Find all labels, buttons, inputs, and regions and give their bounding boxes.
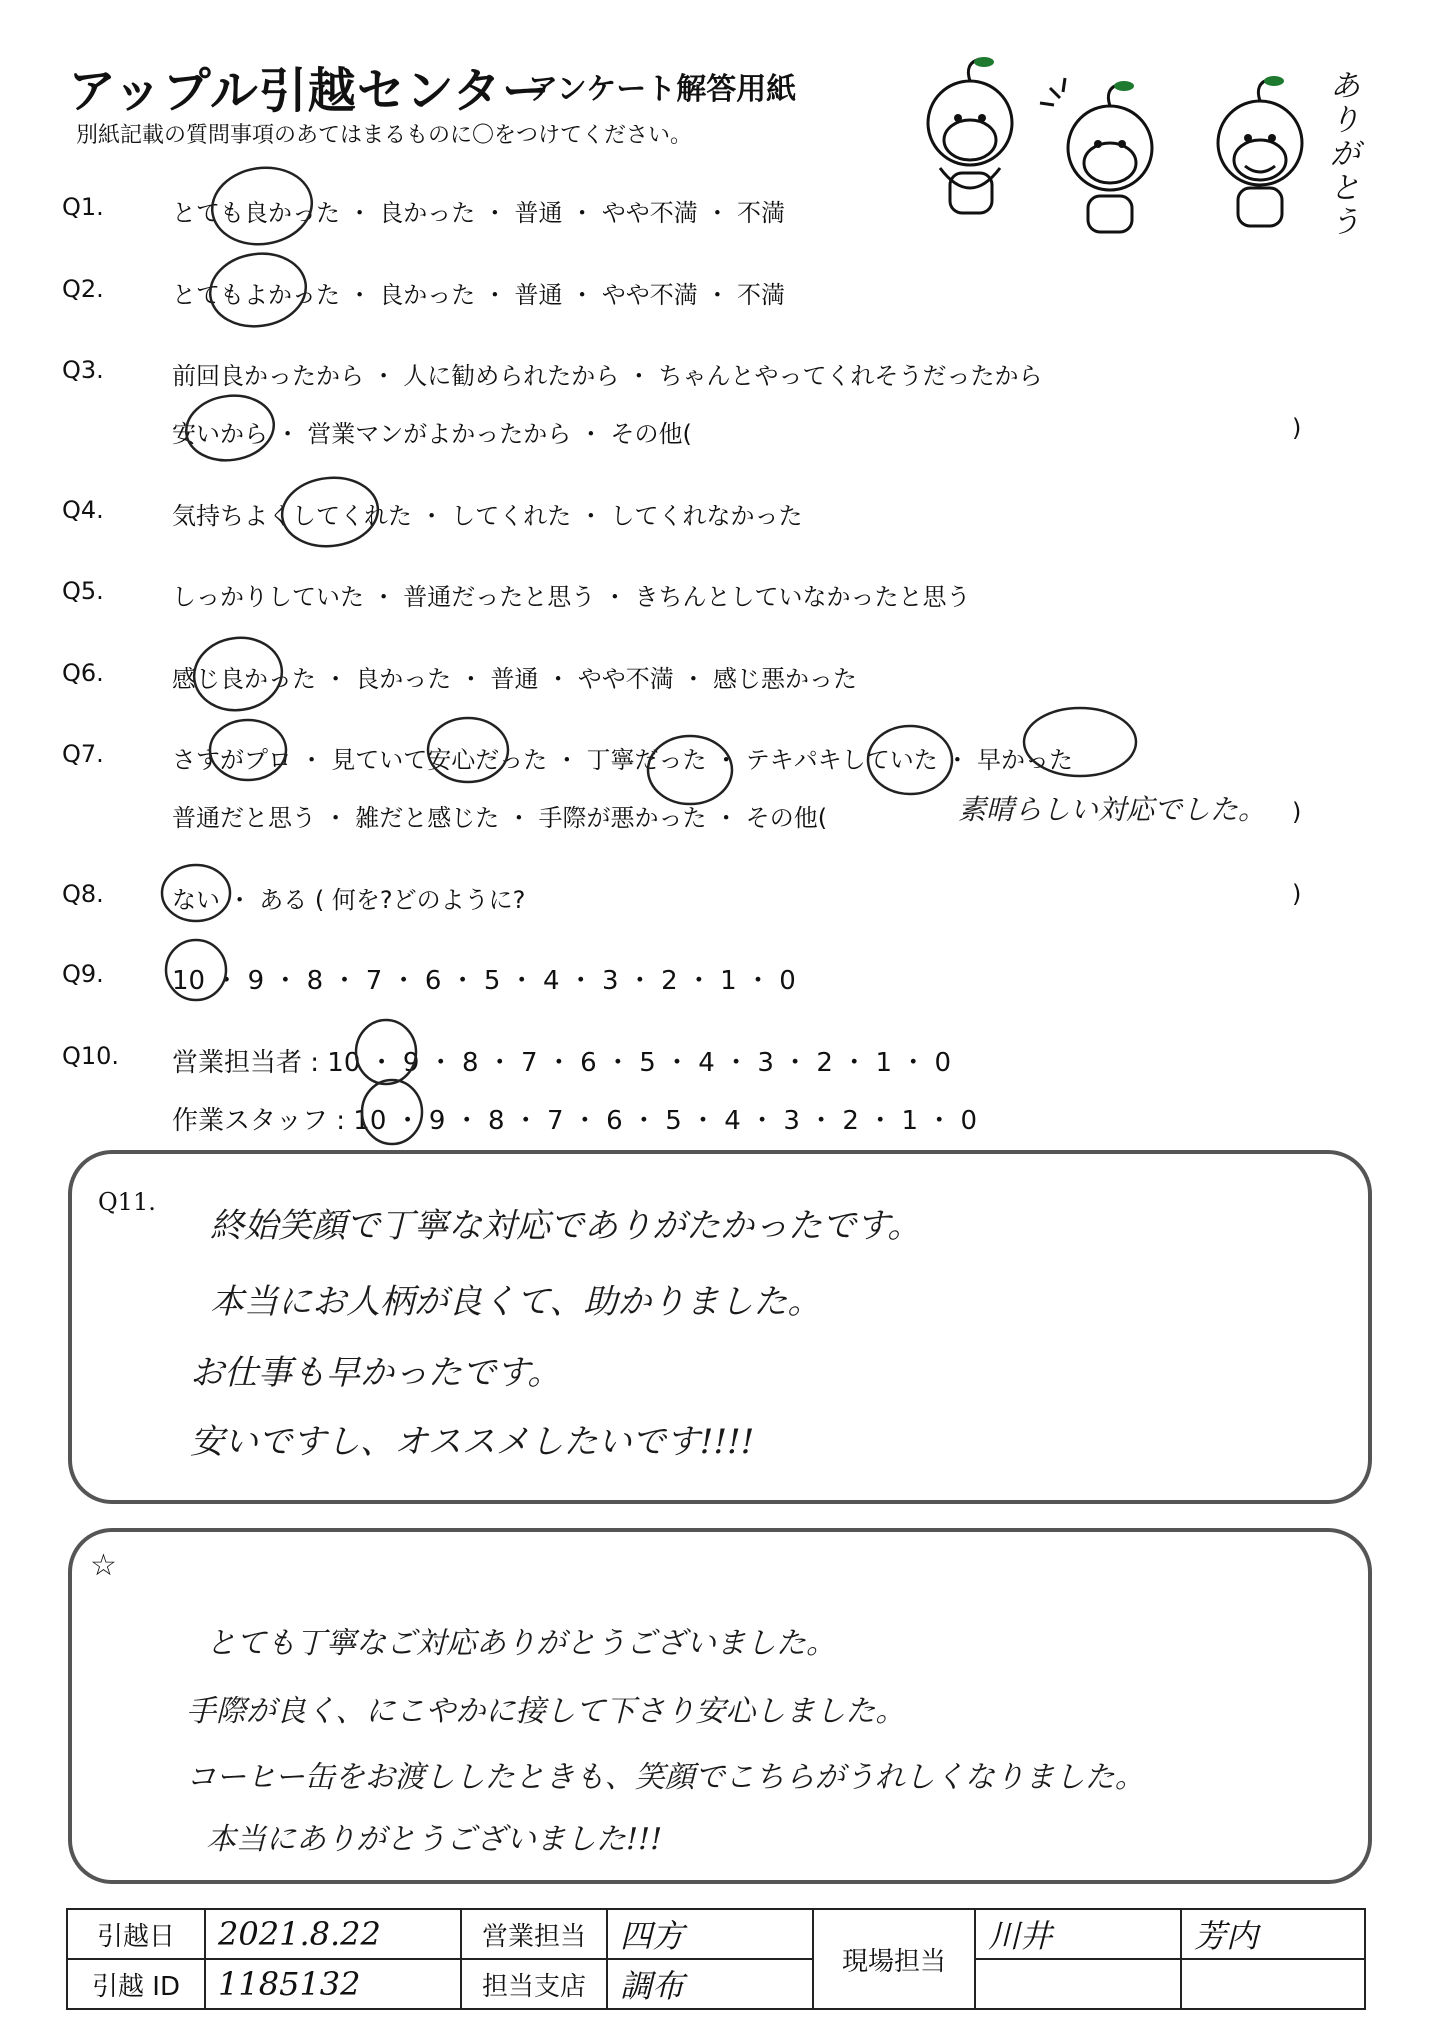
sales-rep-value: 四方 — [607, 1909, 813, 1959]
move-info-table — [66, 1908, 1366, 2010]
q10-staff-scale: 作業スタッフ : 10 ・ 9 ・ 8 ・ 7 ・ 6 ・ 5 ・ 4 ・ 3 ・ 2 ・ 1 ・ 0 — [172, 1106, 978, 1136]
q3-options-line1: 前回良かったから ・ 人に勧められたから ・ ちゃんとやってくれそうだったから — [172, 362, 1043, 390]
q8-close-paren: ) — [1292, 880, 1302, 908]
q9-scale: 10 ・ 9 ・ 8 ・ 7 ・ 6 ・ 5 ・ 4 ・ 3 ・ 2 ・ 1 ・ 0 — [172, 966, 796, 996]
form-title: アンケート解答用紙 — [528, 72, 797, 107]
site-staff-empty-2 — [1181, 1959, 1365, 2009]
staff-message-line-2: 手際が良く、にこやかに接して下さり安心しました。 — [186, 1694, 906, 1729]
site-staff-2: 芳内 — [1181, 1909, 1365, 1959]
q7-close-paren: ) — [1292, 798, 1302, 826]
q4-options: 気持ちよくしてくれた ・ してくれた ・ してくれなかった — [172, 502, 803, 530]
q5-label: Q5. — [62, 577, 104, 605]
branch-label: 担当支店 — [461, 1959, 607, 2009]
move-date-label: 引越日 — [67, 1909, 205, 1959]
q7-options-line1: さすがプロ ・ 見ていて安心だった ・ 丁寧だった ・ テキパキしていた ・ 早かった — [172, 746, 1074, 774]
site-staff-1: 川井 — [975, 1909, 1181, 1959]
q9-label: Q9. — [62, 960, 104, 988]
q11-line-1: 終始笑顔で丁寧な対応でありがたかったです。 — [210, 1206, 922, 1246]
q1-label: Q1. — [62, 193, 104, 221]
staff-message-line-3: コーヒー缶をお渡ししたときも、笑顔でこちらがうれしくなりました。 — [186, 1760, 1145, 1795]
site-staff-empty-1 — [975, 1959, 1181, 2009]
q8-label: Q8. — [62, 880, 104, 908]
q8-options: ない ・ ある ( 何を?どのように? — [172, 886, 526, 914]
site-staff-label: 現場担当 — [813, 1909, 975, 2009]
q3-close-paren: ) — [1292, 414, 1302, 442]
q11-line-4: 安いですし、オススメしたいです!!!! — [190, 1422, 755, 1462]
star-icon: ☆ — [90, 1548, 117, 1583]
q10-sales-scale: 営業担当者 : 10 ・ 9 ・ 8 ・ 7 ・ 6 ・ 5 ・ 4 ・ 3 ・ 2 ・ 1 ・ 0 — [172, 1048, 952, 1078]
q3-label: Q3. — [62, 356, 104, 384]
staff-message-line-4: 本当にありがとうございました!!! — [206, 1822, 663, 1857]
q6-label: Q6. — [62, 659, 104, 687]
branch-value: 調布 — [607, 1959, 813, 2009]
q11-line-3: お仕事も早かったです。 — [190, 1353, 562, 1393]
move-id-value: 1185132 — [205, 1959, 461, 2009]
q7-label: Q7. — [62, 740, 104, 768]
q1-options: とても良かった ・ 良かった ・ 普通 ・ やや不満 ・ 不満 — [172, 199, 786, 227]
q4-label: Q4. — [62, 496, 104, 524]
brand-logo-text: アップル引越センター — [68, 63, 551, 119]
q11-line-2: 本当にお人柄が良くて、助かりました。 — [210, 1282, 822, 1322]
instructions: 別紙記載の質問事項のあてはまるものに〇をつけてください。 — [76, 123, 693, 148]
q2-label: Q2. — [62, 275, 104, 303]
thank-you-mascot-text: ありがとう — [1330, 69, 1360, 240]
sales-rep-label: 営業担当 — [461, 1909, 607, 1959]
q7-other-answer: 素晴らしい対応でした。 — [958, 793, 1267, 826]
q7-options-line2: 普通だと思う ・ 雑だと感じた ・ 手際が悪かった ・ その他( — [172, 804, 828, 832]
q11-label: Q11. — [98, 1188, 156, 1216]
q6-options: 感じ良かった ・ 良かった ・ 普通 ・ やや不満 ・ 感じ悪かった — [172, 665, 858, 693]
q5-options: しっかりしていた ・ 普通だったと思う ・ きちんとしていなかったと思う — [172, 583, 971, 611]
q10-label: Q10. — [62, 1042, 120, 1070]
staff-message-line-1: とても丁寧なご対応ありがとうございました。 — [206, 1626, 836, 1661]
move-id-label: 引越 ID — [67, 1959, 205, 2009]
move-date-value: 2021.8.22 — [205, 1909, 461, 1959]
q2-options: とてもよかった ・ 良かった ・ 普通 ・ やや不満 ・ 不満 — [172, 281, 786, 309]
q3-options-line2: 安いから ・ 営業マンがよかったから ・ その他( — [172, 420, 692, 448]
